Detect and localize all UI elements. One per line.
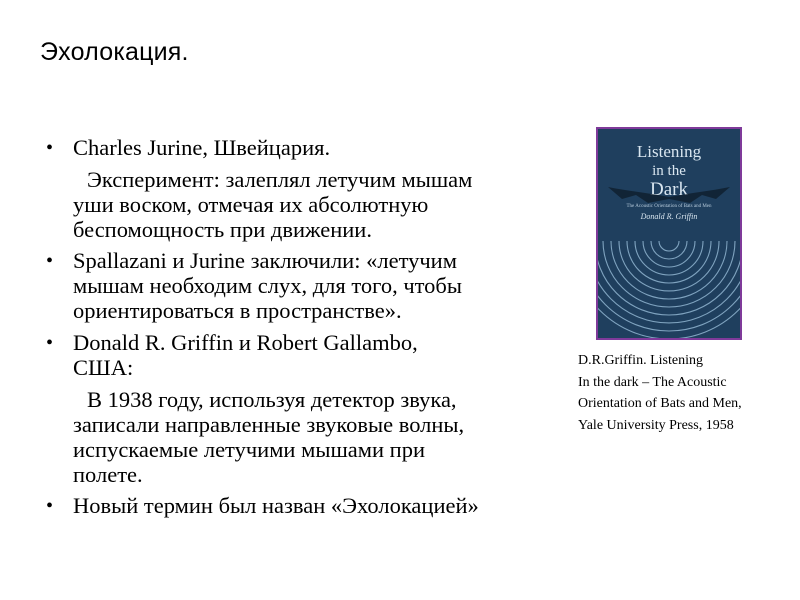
slide-title: Эхолокация.	[40, 38, 189, 66]
book-cover-art	[598, 129, 740, 338]
list-item	[46, 330, 556, 380]
bullet-text: США:	[73, 355, 134, 380]
sub-line: записали направленные звуковые волны,	[73, 412, 465, 437]
bullet-text: ориентироваться в пространстве».	[73, 298, 402, 323]
caption-line: Yale University Press, 1958	[578, 417, 734, 433]
bullet-text: Charles Jurine, Швейцария.	[73, 135, 331, 160]
bullet-text: мышам необходим слух, для того, чтобы	[73, 273, 462, 298]
sub-line: В 1938 году, используя детектор звука,	[87, 387, 457, 412]
cover-title-line1: Listening	[636, 142, 702, 161]
sub-line: уши воском, отмечая их абсолютную	[73, 192, 429, 217]
sub-line: испускаемые летучими мышами при	[73, 437, 426, 462]
book-cover-image	[596, 127, 742, 340]
figure-caption	[578, 350, 798, 436]
bullet-list	[46, 135, 556, 525]
cover-title-line2: in the	[652, 163, 686, 179]
bullet-text: Новый термин был назван «Эхолокацией»	[73, 493, 479, 518]
bullet-dot: •	[46, 495, 54, 517]
bullet-dot: •	[46, 137, 54, 159]
bullet-text: Donald R. Griffin и Robert Gallambo,	[73, 330, 418, 355]
bullet-dot: •	[46, 332, 54, 354]
list-item	[46, 493, 556, 518]
sub-line: Эксперимент: залеплял летучим мышам	[87, 167, 473, 192]
caption-line: In the dark – The Acoustic	[578, 374, 727, 390]
caption-line: D.R.Griffin. Listening	[578, 353, 703, 368]
cover-author: Donald R. Griffin	[640, 212, 698, 221]
bullet-text: Spallazani и Jurine заключили: «летучим	[73, 248, 457, 273]
bullet-dot: •	[46, 250, 54, 272]
sub-line: полете.	[73, 462, 143, 487]
cover-subtitle: The Acoustic Orientation of Bats and Men	[626, 204, 712, 209]
caption-line: Orientation of Bats and Men,	[578, 396, 742, 411]
sub-paragraph	[46, 387, 556, 487]
cover-title-line3: Dark	[650, 179, 688, 200]
list-item	[46, 135, 556, 160]
sub-line: беспомощность при движении.	[73, 217, 372, 242]
list-item	[46, 248, 556, 323]
sub-paragraph	[46, 167, 556, 242]
